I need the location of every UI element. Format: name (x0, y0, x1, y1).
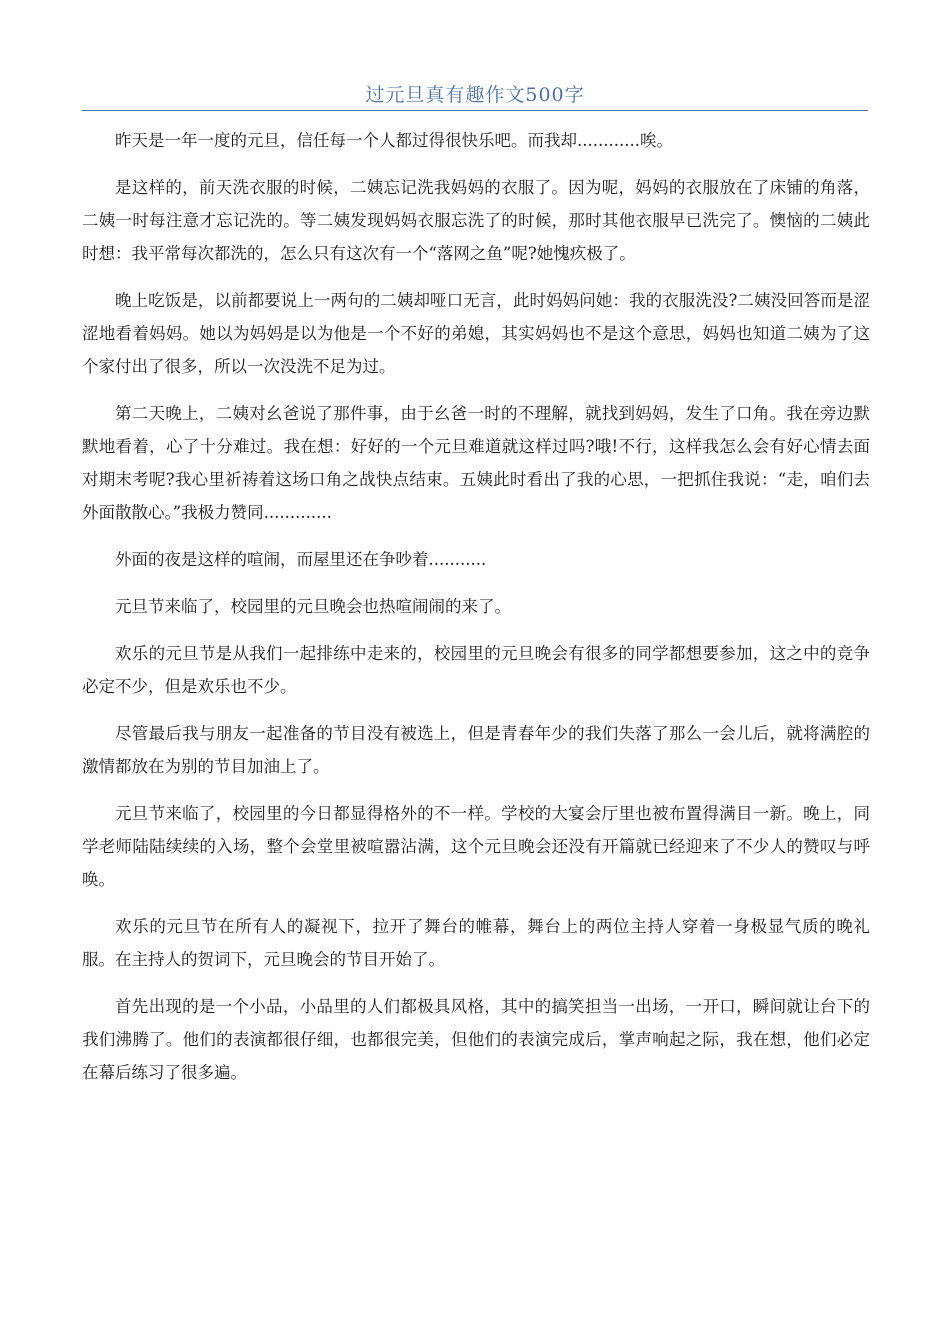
paragraph: 是这样的，前天洗衣服的时候，二姨忘记洗我妈妈的衣服了。因为呢，妈妈的衣服放在了床铺的角落，二姨一时每注意才忘记洗的。等二姨发现妈妈衣服忘洗了的时候，那时其他衣服早已洗完了。懊恼的二姨此时想：我平常每次都洗的，怎么只有这次有一个“落网之鱼”呢?她愧疚极了。 (82, 178, 870, 263)
title-underline (82, 110, 868, 111)
document-body (82, 124, 870, 1103)
paragraph: 欢乐的元旦节在所有人的凝视下，拉开了舞台的帷幕，舞台上的两位主持人穿着一身极显气质的晚礼服。在主持人的贺词下，元旦晚会的节目开始了。 (82, 917, 870, 969)
paragraph: 外面的夜是这样的喧闹，而屋里还在争吵着........... (115, 550, 487, 569)
paragraph: 尽管最后我与朋友一起准备的节目没有被选上，但是青春年少的我们失落了那么一会儿后，就将满腔的激情都放在为别的节目加油上了。 (82, 724, 870, 776)
paragraph: 元旦节来临了，校园里的元旦晚会也热喧闹闹的来了。 (115, 597, 511, 616)
paragraph: 昨天是一年一度的元旦，信任每一个人都过得很快乐吧。而我却............唉。 (115, 131, 673, 150)
paragraph: 元旦节来临了，校园里的今日都显得格外的不一样。学校的大宴会厅里也被布置得满目一新。晚上，同学老师陆陆续续的入场，整个会堂里被喧嚣沾满，这个元旦晚会还没有开篇就已经迎来了不少人的赞叹与呼唤。 (82, 804, 870, 889)
document-title: 过元旦真有趣作文500字 (365, 84, 585, 106)
paragraph: 首先出现的是一个小品，小品里的人们都极具风格，其中的搞笑担当一出场，一开口，瞬间就让台下的我们沸腾了。他们的表演都很仔细，也都很完美，但他们的表演完成后，掌声响起之际，我在想，他们必定在幕后练习了很多遍。 (82, 997, 870, 1082)
paragraph: 晚上吃饭是，以前都要说上一两句的二姨却哑口无言，此时妈妈问她：我的衣服洗没?二姨没回答而是涩涩地看着妈妈。她以为妈妈是以为他是一个不好的弟媳，其实妈妈也不是这个意思，妈妈也知道二姨为了这个家付出了很多，所以一次没洗不足为过。 (82, 291, 870, 376)
paragraph: 第二天晚上，二姨对幺爸说了那件事，由于幺爸一时的不理解，就找到妈妈，发生了口角。我在旁边默默地看着，心了十分难过。我在想：好好的一个元旦难道就这样过吗?哦!不行，这样我怎么会有好心情去面对期末考呢?我心里祈祷着这场口角之战快点结束。五姨此时看出了我的心思，一把抓住我说：“走，咱们去外面散散心。”我极力赞同............. (82, 404, 870, 522)
paragraph: 欢乐的元旦节是从我们一起排练中走来的，校园里的元旦晚会有很多的同学都想要参加，这之中的竞争必定不少，但是欢乐也不少。 (82, 644, 870, 696)
